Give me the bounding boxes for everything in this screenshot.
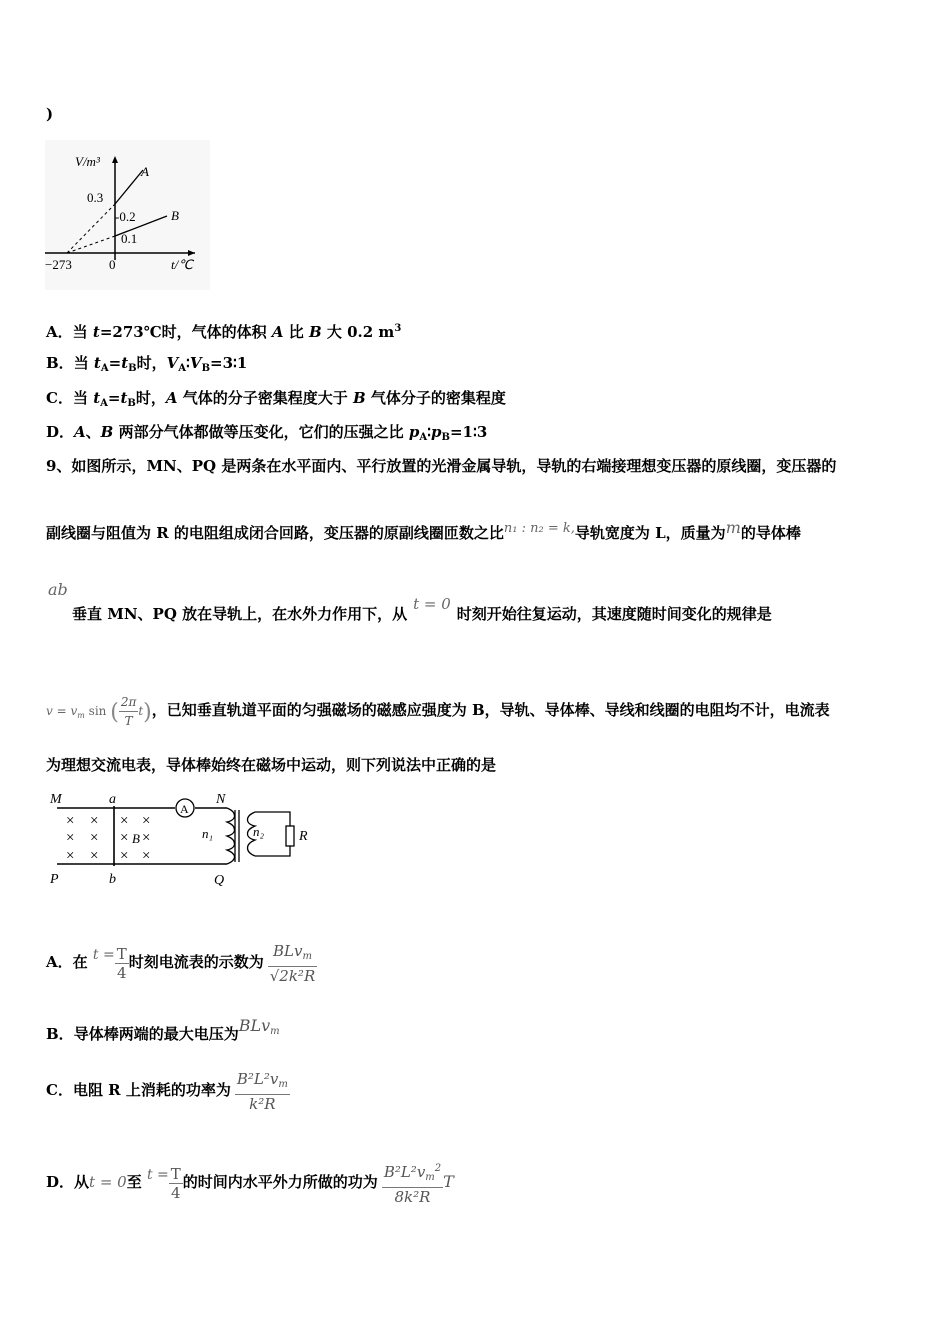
q8-option-c[interactable]: C．当 $t_A=t_B$时，A 气体的分子密集程度大于 B 气体分子的密集程度 <box>46 389 506 409</box>
option-a[interactable]: A．在 t = $\frac{T}{4}$ 时刻电流表的示数为 $\frac{BLv_m}{\text{√2k²R}}$ <box>46 941 316 985</box>
q8-option-b[interactable]: B．当 $t_A=t_B$时，$V_A∶V_B=3∶1$ <box>46 354 248 374</box>
q8-option-a[interactable]: A．当 t=273℃时，气体的体积 A 比 B 大 0.2 $m^3$ <box>46 323 402 341</box>
primary-coil <box>227 808 235 864</box>
label-n2: n₂ <box>253 824 265 839</box>
field-cross: × <box>120 830 129 846</box>
q9-stem-line3: 垂直 MN、PQ 放在导轨上，在水外力作用下，从t = 0时刻开始往复运动，其速度随时间变化的规律是 <box>72 595 772 623</box>
label-Q: Q <box>214 873 225 888</box>
option-c-answer: $\frac{B^2L^2v_m}{\text{k²R}}$ <box>236 1069 288 1113</box>
label-M: M <box>50 792 62 807</box>
field-cross: × <box>66 813 75 829</box>
resistor-R <box>286 826 294 846</box>
option-b[interactable]: B．导体棒两端的最大电压为BLv$_m$ <box>46 1016 280 1043</box>
option-b-answer: BLv$_m$ <box>238 1016 280 1037</box>
rail-transformer-circuit <box>45 788 320 890</box>
field-cross: × <box>120 848 129 864</box>
x-axis-label: t/℃ <box>171 257 193 272</box>
tick-zero: 0 <box>109 257 116 272</box>
option-a-answer: $\frac{BLv_m}{\text{√2k²R}}$ <box>269 941 316 985</box>
field-cross: × <box>142 848 151 864</box>
field-cross: × <box>90 830 99 846</box>
label-R: R <box>299 829 308 844</box>
ammeter-label: A <box>180 802 189 816</box>
secondary-wire-bottom <box>255 846 290 856</box>
field-cross: × <box>142 830 151 846</box>
field-cross: × <box>120 813 129 829</box>
label-b: b <box>109 872 116 887</box>
field-B-label: B <box>132 831 140 846</box>
y-axis-label: V/m³ <box>75 154 100 169</box>
tick-0.2: -0.2 <box>115 209 136 224</box>
field-cross: × <box>90 813 99 829</box>
field-cross: × <box>142 813 151 829</box>
option-d-answer: $\frac{B^2L^2v_m^2}{\text{8k²R}}$ <box>382 1160 443 1206</box>
turns-ratio-formula: n₁ : n₂ = k, <box>503 521 575 536</box>
mass-symbol: m <box>725 518 741 537</box>
field-cross: × <box>66 848 75 864</box>
velocity-formula: $v = v_m$ sin ( $\frac{2\pi}{T}$ t) <box>46 695 152 728</box>
tick-minus-273: −273 <box>45 257 72 272</box>
option-d[interactable]: D．从t = 0至 t = $\frac{T}{4}$ 的时间内水平外力所做的功为 $\frac{B^2L^2v_m^2}{\text{8k²R}}$ T <box>46 1153 454 1206</box>
label-a: a <box>109 792 116 807</box>
q8-option-d[interactable]: D．A、B 两部分气体都做等压变化，它们的压强之比 $p_A∶p_B=1∶3$ <box>46 423 488 443</box>
label-P: P <box>50 872 59 887</box>
line-A-label: A <box>141 164 149 179</box>
field-cross: × <box>66 830 75 846</box>
field-cross: × <box>90 848 99 864</box>
rod-ab-symbol: ab <box>48 580 68 599</box>
volume-temperature-graph <box>45 140 210 290</box>
label-n1: n₁ <box>202 826 214 841</box>
tick-0.1: 0.1 <box>121 231 138 246</box>
line-B-label: B <box>171 208 179 223</box>
q9-stem-line5: 为理想交流电表，导体棒始终在磁场中运动，则下列说法中正确的是 <box>46 756 497 774</box>
tick-0.3: 0.3 <box>87 190 104 205</box>
t-zero-formula: t = 0 <box>413 595 451 613</box>
q9-stem-line1: 9、如图所示，MN、PQ 是两条在水平面内、平行放置的光滑金属导轨，导轨的右端接理想变压器的原线圈，变压器的 <box>46 457 837 475</box>
q9-stem-line2: 副线圈与阻值为 R 的电阻组成闭合回路，变压器的原副线圈匝数之比n₁ : n₂ = k,导轨宽度为 L，质量为m的导体棒 <box>46 518 801 542</box>
label-N: N <box>216 792 226 807</box>
option-c[interactable]: C．电阻 R 上消耗的功率为 $\frac{B^2L^2v_m}{\text{k²R}}$ <box>46 1069 288 1113</box>
q9-stem-line4: $v = v_m$ sin ( $\frac{2\pi}{T}$ t)，已知垂直轨道平面的匀强磁场的磁感应强度为 B，导轨、导体棒、导线和线圈的电阻均不计，电流表 <box>46 695 830 728</box>
question-fragment: ) <box>46 105 54 123</box>
